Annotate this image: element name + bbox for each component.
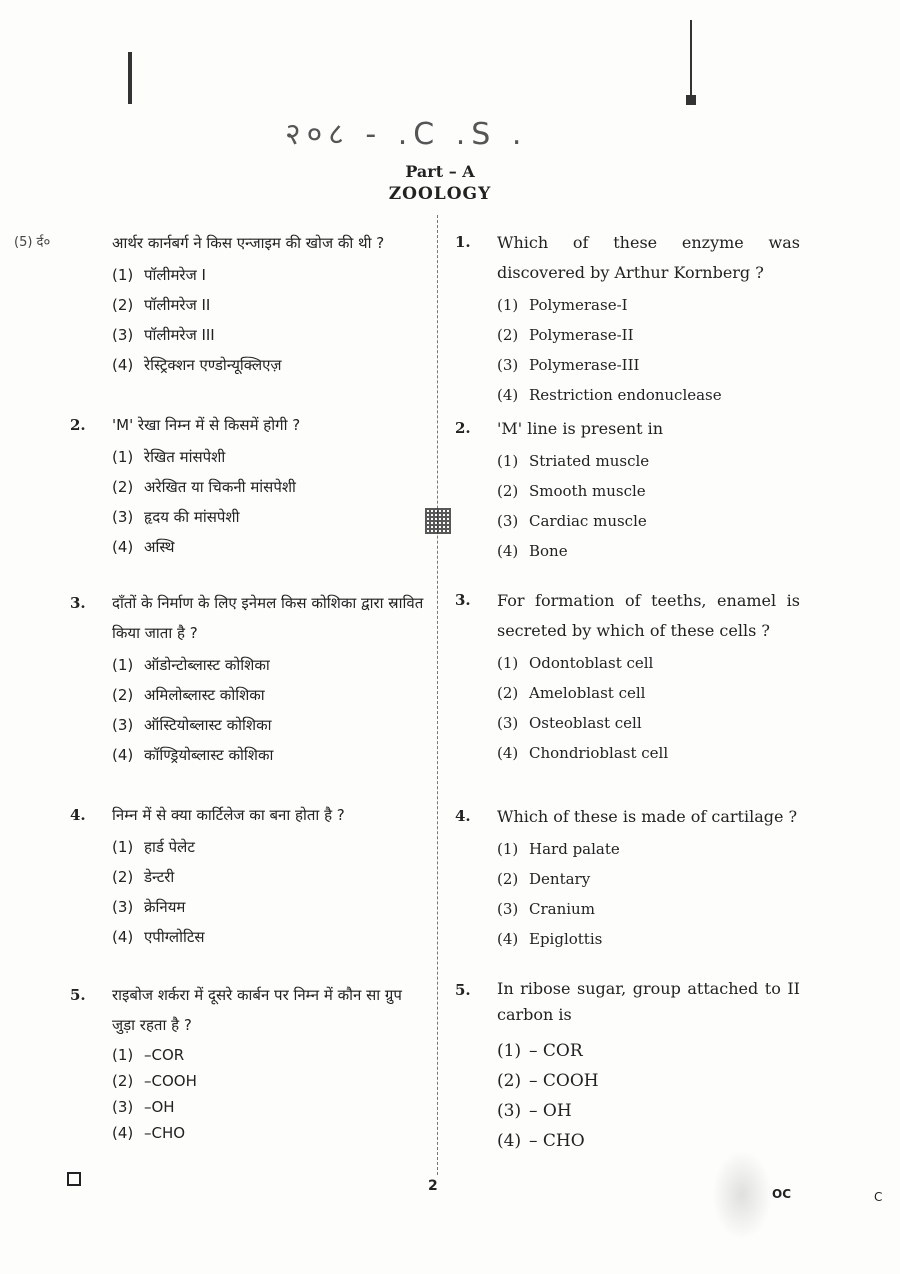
qr-code-icon	[425, 508, 451, 534]
option: (4) अस्थि	[112, 538, 175, 556]
option: (2) डेन्टरी	[112, 868, 175, 886]
option: (4) Epiglottis	[497, 930, 603, 948]
option: (2) –COOH	[112, 1072, 197, 1090]
question-3-english	[455, 586, 800, 768]
option: (2) पॉलीमरेज II	[112, 296, 211, 314]
corner-code: C	[874, 1190, 883, 1204]
question-3-hindi	[70, 588, 425, 770]
scan-mark	[128, 52, 132, 104]
question-number: 2.	[455, 419, 471, 437]
question-text: In ribose sugar, group attached to II carbon is	[497, 979, 800, 1024]
question-5-hindi	[70, 980, 425, 1146]
question-text: आर्थर कार्नबर्ग ने किस एन्जाइम की खोज की थी ?	[112, 234, 385, 252]
option: (4) रेस्ट्रिक्शन एण्डोन्यूक्लिएज़	[112, 356, 282, 374]
handwritten-scribble: २०८ - .C .S .	[285, 117, 528, 152]
option: (4) Restriction endonuclease	[497, 386, 722, 404]
question-text: For formation of teeths, enamel is secreted by which of these cells ?	[497, 591, 800, 640]
question-number: 3.	[455, 591, 471, 609]
option: (4) कॉण्ड्रियोब्लास्ट कोशिका	[112, 746, 274, 764]
question-4-hindi	[70, 800, 425, 952]
option: (1) पॉलीमरेज I	[112, 266, 206, 284]
question-number: 3.	[70, 594, 86, 612]
option: (3) Osteoblast cell	[497, 714, 642, 732]
option: (3) हृदय की मांसपेशी	[112, 508, 240, 526]
question-1-hindi	[70, 228, 425, 380]
paper-code: OC	[772, 1187, 792, 1201]
option: (4) एपीग्लोटिस	[112, 928, 205, 946]
option: (1) – COR	[497, 1041, 583, 1061]
option: (2) Smooth muscle	[497, 482, 646, 500]
option: (4) –CHO	[112, 1124, 186, 1142]
option: (3) क्रेनियम	[112, 898, 186, 916]
column-divider	[437, 215, 438, 1175]
question-number: 4.	[70, 806, 86, 824]
scan-mark	[686, 95, 696, 105]
question-number: 5.	[70, 986, 86, 1004]
page-number: 2	[428, 1178, 438, 1194]
question-number: 5.	[455, 981, 471, 999]
question-text: दाँतों के निर्माण के लिए इनेमल किस कोशिका द्वारा स्रावित किया जाता है ?	[112, 594, 424, 642]
option: (2) अमिलोब्लास्ट कोशिका	[112, 686, 265, 704]
option: (3) Polymerase-III	[497, 356, 640, 374]
question-text: 'M' रेखा निम्न में से किसमें होगी ?	[112, 416, 301, 434]
option: (2) Dentary	[497, 870, 591, 888]
scan-smudge	[712, 1150, 772, 1240]
part-title: Part – A	[405, 162, 475, 181]
option: (1) Odontoblast cell	[497, 654, 654, 672]
question-2-hindi	[70, 410, 425, 562]
question-text: Which of these is made of cartilage ?	[497, 807, 798, 826]
option: (2) – COOH	[497, 1071, 599, 1091]
option: (1) हार्ड पेलेट	[112, 838, 195, 856]
question-5-english	[455, 976, 800, 1156]
option: (1) Polymerase-I	[497, 296, 628, 314]
question-text: राइबोज शर्करा में दूसरे कार्बन पर निम्न में कौन सा ग्रुप जुड़ा रहता है ?	[112, 986, 402, 1034]
section-title: ZOOLOGY	[388, 184, 492, 204]
question-text: निम्न में से क्या कार्टिलेज का बना होता है ?	[112, 806, 345, 824]
option: (4) Chondrioblast cell	[497, 744, 669, 762]
question-4-english	[455, 802, 800, 954]
option: (3) Cranium	[497, 900, 595, 918]
option: (1) Striated muscle	[497, 452, 650, 470]
question-text: Which of these enzyme was discovered by Arthur Kornberg ?	[497, 233, 800, 282]
option: (3) – OH	[497, 1101, 572, 1121]
question-text: 'M' line is present in	[497, 419, 664, 438]
square-box-icon	[67, 1172, 81, 1186]
option: (3) Cardiac muscle	[497, 512, 647, 530]
question-number: 4.	[455, 807, 471, 825]
option: (2) Ameloblast cell	[497, 684, 646, 702]
question-number: 2.	[70, 416, 86, 434]
question-2-english	[455, 414, 800, 566]
option: (2) Polymerase-II	[497, 326, 634, 344]
question-1-english	[455, 228, 800, 410]
option: (3) ऑस्टियोब्लास्ट कोशिका	[112, 716, 272, 734]
question-number: 1.	[455, 233, 471, 251]
option: (2) अरेखित या चिकनी मांसपेशी	[112, 478, 296, 496]
option: (3) –OH	[112, 1098, 175, 1116]
option: (1) –COR	[112, 1046, 185, 1064]
option: (4) – CHO	[497, 1131, 585, 1151]
option: (4) Bone	[497, 542, 568, 560]
option: (1) ऑडोन्टोब्लास्ट कोशिका	[112, 656, 270, 674]
margin-note: (5) र्द०	[14, 235, 51, 250]
option: (3) पॉलीमरेज III	[112, 326, 215, 344]
option: (1) Hard palate	[497, 840, 620, 858]
option: (1) रेखित मांसपेशी	[112, 448, 226, 466]
scan-mark	[690, 20, 692, 100]
